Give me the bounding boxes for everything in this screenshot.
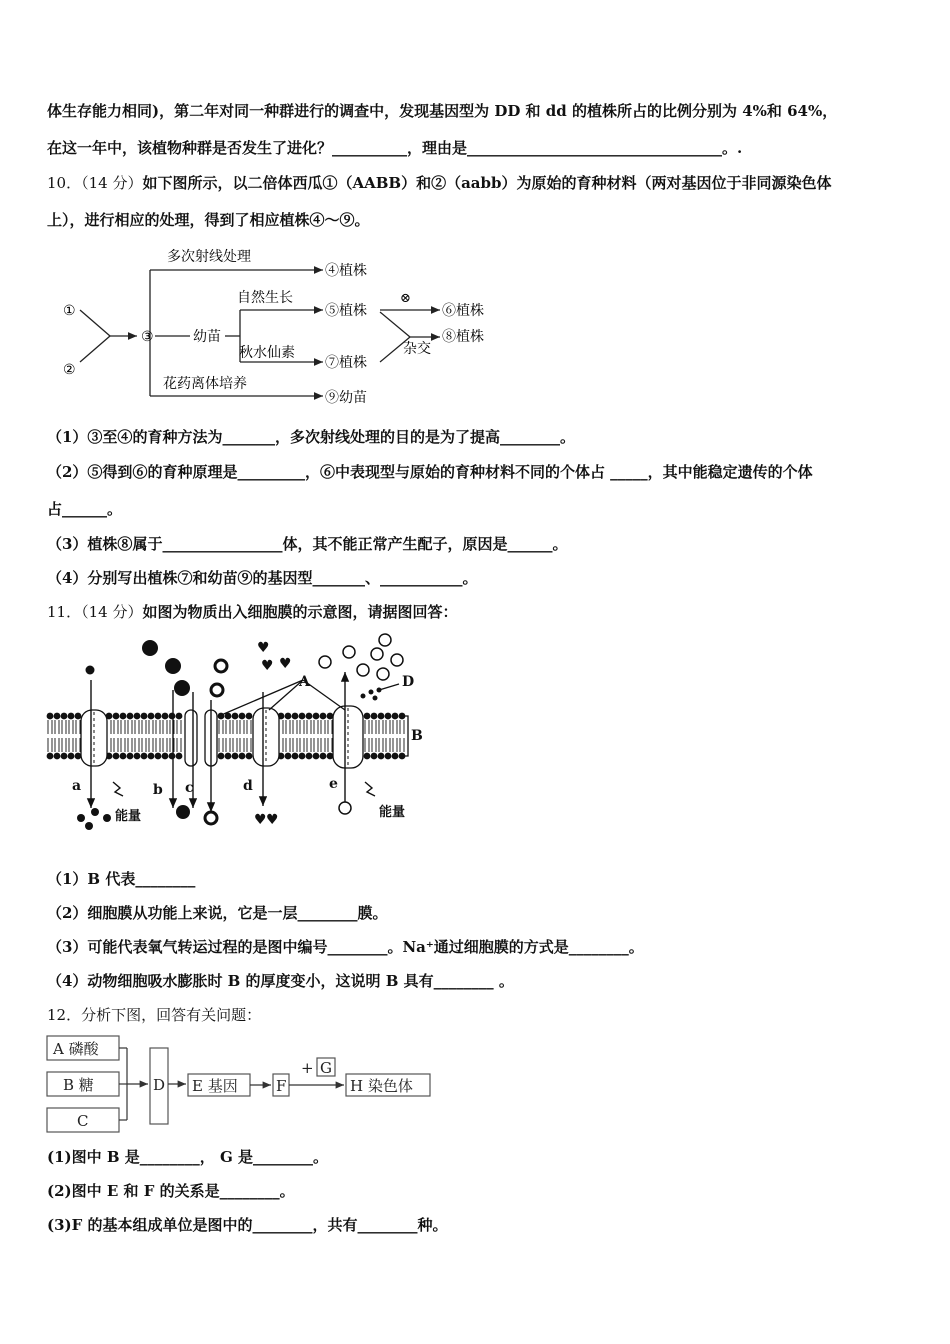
q11-label-B: B bbox=[411, 728, 423, 744]
q12-box-B: B 糖 bbox=[63, 1076, 94, 1094]
q11-label-d: d bbox=[243, 778, 253, 794]
q10-node-3: ③ bbox=[141, 329, 154, 345]
q12-box-D: D bbox=[153, 1076, 166, 1094]
q11-membrane-diagram bbox=[45, 632, 425, 836]
q12-sub-3: (3)F 的基本组成单位是图中的________，共有________种。 bbox=[47, 1216, 448, 1234]
q10-number: 10．（14 分） bbox=[47, 174, 143, 192]
q10-sub-4: （4）分别写出植株⑦和幼苗⑨的基因型_______、___________。 bbox=[47, 569, 478, 587]
q10-breeding-diagram bbox=[55, 240, 515, 422]
q10-heading-line-2: 上），进行相应的处理，得到了相应植株④～⑨。 bbox=[47, 211, 370, 229]
q12-box-H: H 染色体 bbox=[350, 1077, 413, 1095]
q10-heading-text: 如下图所示，以二倍体西瓜①（AABB）和②（aabb）为原始的育种材料（两对基因位于非同源染色体 bbox=[142, 174, 832, 192]
q10-label-anther-culture: 花药离体培养 bbox=[163, 376, 247, 392]
q11-heading bbox=[47, 601, 457, 623]
svg-text:♥: ♥ bbox=[279, 656, 292, 672]
q11-sub-1: （1）B 代表________ bbox=[47, 870, 196, 888]
svg-text:♥: ♥ bbox=[266, 812, 279, 828]
q9-line-2: 在这一年中，该植物种群是否发生了进化？__________，理由是__________________________________。. bbox=[47, 139, 743, 157]
q10-seedling-9: ⑨幼苗 bbox=[325, 390, 367, 406]
q11-sub-3: （3）可能代表氧气转运过程的是图中编号________。Na⁺通过细胞膜的方式是________。 bbox=[47, 938, 644, 956]
q10-sub-3: （3）植株⑧属于________________体，其不能正常产生配子，原因是______。 bbox=[47, 535, 568, 553]
svg-text:♥: ♥ bbox=[257, 640, 270, 656]
svg-text:♥: ♥ bbox=[261, 658, 274, 674]
q10-plant-5: ⑤植株 bbox=[325, 303, 367, 319]
q12-heading: 12．分析下图，回答有关问题： bbox=[47, 1006, 262, 1024]
q12-box-G: G bbox=[320, 1059, 332, 1077]
q12-flow-diagram bbox=[45, 1034, 435, 1142]
q10-self-cross-symbol: ⊗ bbox=[400, 291, 411, 306]
q10-plant-4: ④植株 bbox=[325, 263, 367, 279]
q10-sub-2b: 占______。 bbox=[47, 500, 123, 518]
q12-box-F: F bbox=[276, 1077, 287, 1095]
q10-plant-8: ⑧植株 bbox=[442, 329, 484, 345]
q11-label-b: b bbox=[153, 782, 163, 798]
q9-line-1: 体生存能力相同)，第二年对同一种群进行的调查中，发现基因型为 DD 和 dd 的植株所占的比例分别为 4%和 64%， bbox=[47, 102, 838, 120]
q11-label-A: A bbox=[299, 674, 310, 690]
q12-box-E: E 基因 bbox=[192, 1077, 238, 1095]
q10-label-natural-growth: 自然生长 bbox=[237, 290, 293, 306]
svg-text:♥: ♥ bbox=[254, 812, 267, 828]
q10-label-radiation: 多次射线处理 bbox=[167, 249, 251, 265]
q11-heading-text: 如图为物质出入细胞膜的示意图，请据图回答： bbox=[142, 603, 458, 621]
q10-node-1: ① bbox=[63, 303, 76, 319]
q11-energy-1: 能量 bbox=[115, 809, 142, 824]
q12-box-A: A 磷酸 bbox=[53, 1040, 99, 1058]
q11-label-D: D bbox=[402, 674, 415, 690]
q12-box-C: C bbox=[77, 1112, 89, 1130]
q10-plant-7: ⑦植株 bbox=[325, 355, 367, 371]
q10-sub-2a: （2）⑤得到⑥的育种原理是_________，⑥中表现型与原始的育种材料不同的个体占 _____，其中能稳定遗传的个体 bbox=[47, 463, 813, 481]
q11-label-c: c bbox=[185, 780, 194, 796]
q11-label-a: a bbox=[72, 778, 82, 794]
q12-sub-2: (2)图中 E 和 F 的关系是________。 bbox=[47, 1182, 295, 1200]
q11-sub-2: （2）细胞膜从功能上来说，它是一层________膜。 bbox=[47, 904, 388, 922]
q10-cross-label: 杂交 bbox=[403, 341, 431, 357]
q10-node-2: ② bbox=[63, 362, 76, 378]
q10-sub-1: （1）③至④的育种方法为_______，多次射线处理的目的是为了提高________。 bbox=[47, 428, 575, 446]
q11-energy-2: 能量 bbox=[379, 805, 406, 820]
q12-plus-sign: + bbox=[301, 1059, 314, 1077]
q11-sub-4: （4）动物细胞吸水膨胀时 B 的厚度变小，这说明 B 具有________ 。 bbox=[47, 972, 514, 990]
q10-label-colchicine: 秋水仙素 bbox=[239, 345, 295, 361]
q10-heading bbox=[47, 172, 832, 194]
q11-label-e: e bbox=[329, 776, 338, 792]
q11-number: 11．（14 分） bbox=[47, 603, 143, 621]
q12-sub-1: (1)图中 B 是________， G 是________。 bbox=[47, 1148, 329, 1166]
q10-plant-6: ⑥植株 bbox=[442, 303, 484, 319]
q10-seedling-label: 幼苗 bbox=[193, 329, 221, 345]
